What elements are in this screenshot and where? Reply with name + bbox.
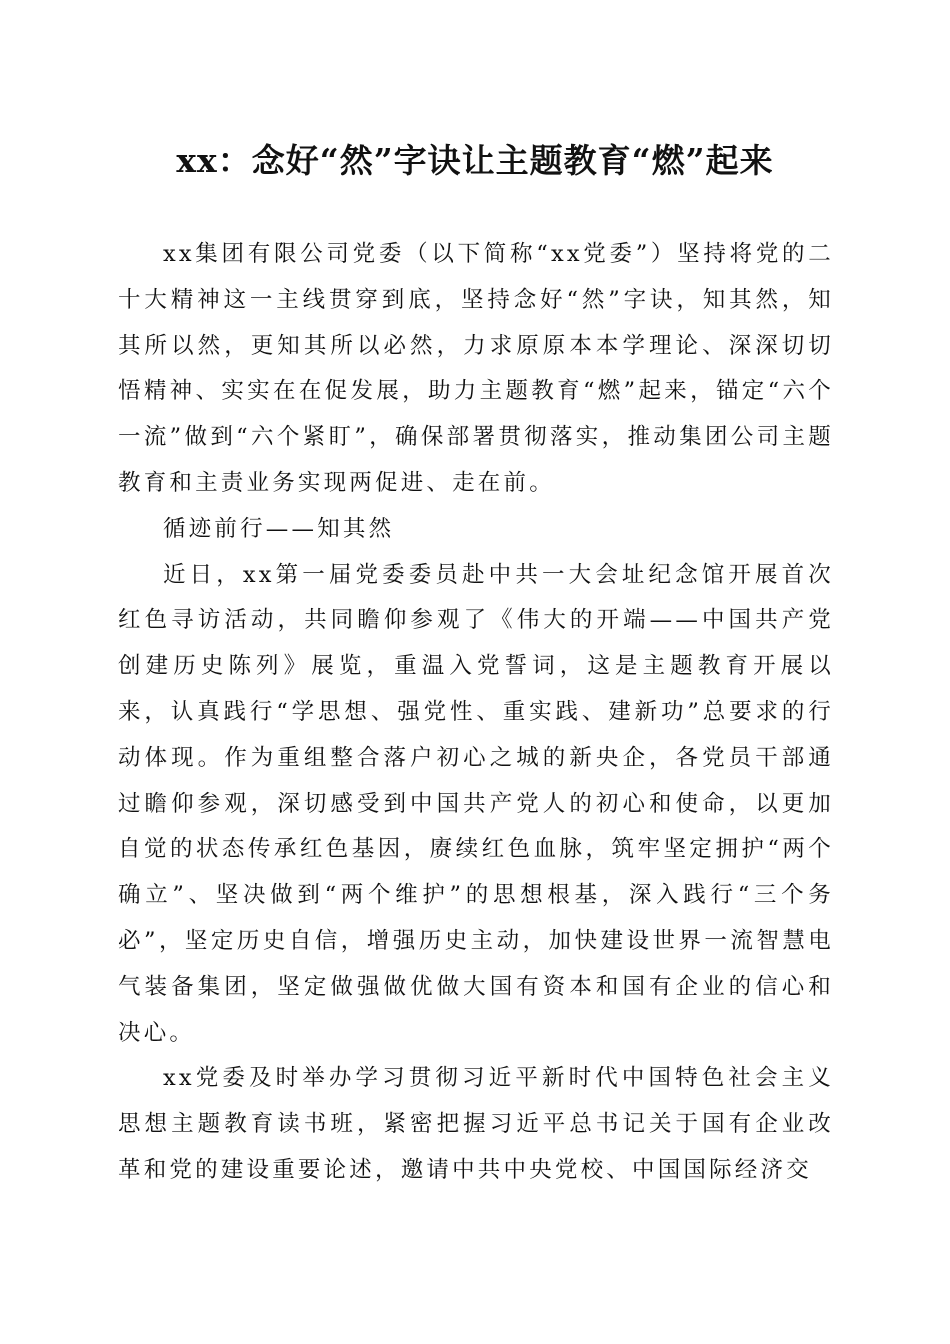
paragraph-visit: 近日，xx第一届党委委员赴中共一大会址纪念馆开展首次红色寻访活动，共同瞻仰参观了《伟大的开端——中国共产党创建历史陈列》展览，重温入党誓词，这是主题教育开展以来，认真践行“学思想、强党性、重实践、建新功”总要求的行动体现。作为重组整合落户初心之城的新央企，各党员干部通过瞻仰参观，深切感受到中国共产党人的初心和使命，以更加自觉的状态传承红色基因，赓续红色血脉，筑牢坚定拥护“两个确立”、坚决做到“两个维护”的思想根基，深入践行“三个务必”，坚定历史自信，增强历史主动，加快建设世界一流智慧电气装备集团，坚定做强做优做大国有资本和国有企业的信心和决心。	[118, 561, 834, 1046]
paragraph-intro: xx集团有限公司党委（以下简称“xx党委”）坚持将党的二十大精神这一主线贯穿到底，坚持念好“然”字诀，知其然，知其所以然，更知其所以必然，力求原原本本学理论、深深切切悟精神、实实在在促发展，助力主题教育“燃”起来，锚定“六个一流”做到“六个紧盯”，确保部署贯彻落实，推动集团公司主题教育和主责业务实现两促进、走在前。	[118, 241, 834, 496]
section-heading: 循迹前行——知其然	[163, 515, 395, 542]
paragraph-study-class: xx党委及时举办学习贯彻习近平新时代中国特色社会主义思想主题教育读书班，紧密把握习近平总书记关于国有企业改革和党的建设重要论述，邀请中共中央党校、中国国际经济交	[118, 1065, 834, 1183]
document-body	[118, 232, 834, 1194]
document-title: xx：念好“然”字诀让主题教育“燃”起来	[176, 141, 774, 180]
